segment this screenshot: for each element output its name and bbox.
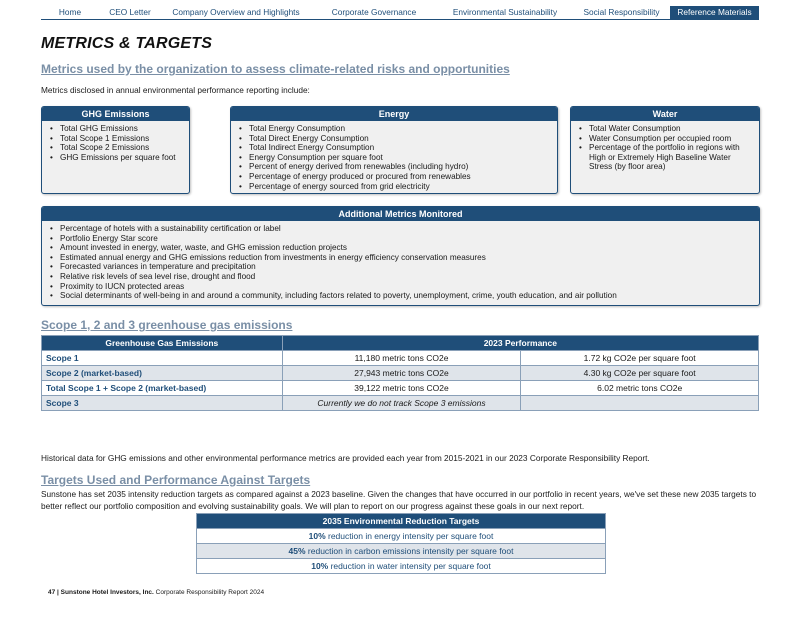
nav-home[interactable]: Home bbox=[58, 7, 82, 17]
list-item: • Percentage of energy produced or procured from renewables bbox=[239, 172, 551, 182]
target-text: reduction in energy intensity per square foot bbox=[325, 531, 494, 541]
list-item: • Total Direct Energy Consumption bbox=[239, 134, 551, 144]
nav-social-responsibility[interactable]: Social Responsibility bbox=[583, 7, 660, 17]
scope-heading: Scope 1, 2 and 3 greenhouse gas emissions bbox=[41, 318, 293, 332]
target-text: reduction in water intensity per square foot bbox=[328, 561, 491, 571]
table-row bbox=[42, 381, 759, 396]
water-box bbox=[570, 106, 760, 194]
nav-company-overview[interactable]: Company Overview and Highlights bbox=[172, 7, 300, 17]
list-item: • Total Indirect Energy Consumption bbox=[239, 143, 551, 153]
targets-heading: Targets Used and Performance Against Targets bbox=[41, 473, 311, 487]
target-text: reduction in carbon emissions intensity per square foot bbox=[305, 546, 514, 556]
footer-report: Corporate Responsibility Report 2024 bbox=[153, 589, 265, 596]
table-cell: 6.02 metric tons CO2e bbox=[521, 381, 759, 396]
ghg-box-title: GHG Emissions bbox=[42, 107, 189, 121]
table-cell bbox=[197, 529, 606, 544]
target-percent: 45% bbox=[288, 546, 306, 556]
nav-reference-materials[interactable]: Reference Materials bbox=[670, 6, 759, 20]
list-item: • Total Scope 1 Emissions bbox=[50, 134, 183, 144]
table-cell bbox=[197, 544, 606, 559]
table-cell: 1.72 kg CO2e per square foot bbox=[521, 351, 759, 366]
footer-separator: | bbox=[55, 589, 61, 596]
additional-metrics-box bbox=[41, 206, 760, 306]
list-item: • Total Energy Consumption bbox=[239, 124, 551, 134]
water-box-title: Water bbox=[571, 107, 759, 121]
list-item: • Percentage of the portfolio in regions with High or Extremely High Baseline Water Stress (by floor area) bbox=[579, 143, 753, 172]
list-item: • Total GHG Emissions bbox=[50, 124, 183, 134]
row-label: Scope 2 (market-based) bbox=[42, 366, 283, 381]
table-cell: Currently we do not track Scope 3 emissions bbox=[282, 396, 521, 411]
targets-paragraph: Sunstone has set 2035 intensity reduction targets as compared against a 2023 baseline. Given the changes that have occurred in our portfolio in recent years, we've set these new 2035 targets to better reflect our portfolio composition and evolving sustainability goals. We will plan to report on our progress against these goals in our next report. bbox=[41, 489, 757, 511]
list-item: • GHG Emissions per square foot bbox=[50, 153, 183, 163]
table-cell: 27,943 metric tons CO2e bbox=[282, 366, 521, 381]
page-footer bbox=[48, 589, 264, 596]
table-row bbox=[197, 529, 606, 544]
nav-corporate-governance[interactable]: Corporate Governance bbox=[331, 7, 417, 17]
row-label: Scope 1 bbox=[42, 351, 283, 366]
list-item: • Water Consumption per occupied room bbox=[579, 134, 753, 144]
ghg-emissions-table bbox=[41, 335, 759, 411]
top-nav bbox=[41, 6, 759, 20]
table-row bbox=[42, 396, 759, 411]
ghg-emissions-box bbox=[41, 106, 190, 194]
table-header: 2035 Environmental Reduction Targets bbox=[197, 514, 606, 529]
list-item: • Total Water Consumption bbox=[579, 124, 753, 134]
list-item: • Estimated annual energy and GHG emissions reduction from investments in energy efficiency conservation measures bbox=[50, 253, 753, 263]
list-item: • Proximity to IUCN protected areas bbox=[50, 282, 753, 292]
additional-box-list bbox=[42, 221, 759, 303]
metrics-intro: Metrics disclosed in annual environmental performance reporting include: bbox=[41, 85, 310, 95]
additional-box-title: Additional Metrics Monitored bbox=[42, 207, 759, 221]
list-item: • Percentage of hotels with a sustainability certification or label bbox=[50, 224, 753, 234]
table-row bbox=[42, 351, 759, 366]
table-cell: 4.30 kg CO2e per square foot bbox=[521, 366, 759, 381]
historical-data-note: Historical data for GHG emissions and other environmental performance metrics are provided each year from 2015-2021 in our 2023 Corporate Responsibility Report. bbox=[41, 453, 650, 463]
page-title: METRICS & TARGETS bbox=[41, 35, 213, 52]
ghg-box-list bbox=[42, 121, 189, 164]
table-header: 2023 Performance bbox=[282, 336, 758, 351]
table-row bbox=[197, 544, 606, 559]
table-row bbox=[42, 366, 759, 381]
list-item: • Percentage of energy sourced from grid electricity bbox=[239, 182, 551, 192]
list-item: • Forecasted variances in temperature and precipitation bbox=[50, 262, 753, 272]
list-item: • Relative risk levels of sea level rise, drought and flood bbox=[50, 272, 753, 282]
reduction-targets-table bbox=[196, 513, 606, 574]
energy-box bbox=[230, 106, 558, 194]
table-header: Greenhouse Gas Emissions bbox=[42, 336, 283, 351]
nav-environmental-sustainability[interactable]: Environmental Sustainability bbox=[452, 7, 558, 17]
table-cell bbox=[197, 559, 606, 574]
nav-ceo-letter[interactable]: CEO Letter bbox=[109, 7, 151, 17]
energy-box-title: Energy bbox=[231, 107, 557, 121]
target-percent: 10% bbox=[311, 561, 329, 571]
table-cell: 11,180 metric tons CO2e bbox=[282, 351, 521, 366]
footer-company: Sunstone Hotel Investors, Inc. bbox=[60, 589, 154, 596]
page-number: 47 bbox=[48, 589, 56, 596]
table-cell bbox=[521, 396, 759, 411]
list-item: • Social determinants of well-being in and around a community, including factors related to poverty, unemployment, crime, youth education, and air pollution bbox=[50, 291, 753, 301]
table-row bbox=[197, 559, 606, 574]
list-item: • Total Scope 2 Emissions bbox=[50, 143, 183, 153]
row-label: Scope 3 bbox=[42, 396, 283, 411]
list-item: • Portfolio Energy Star score bbox=[50, 234, 753, 244]
list-item: • Amount invested in energy, water, waste, and GHG emission reduction projects bbox=[50, 243, 753, 253]
water-box-list bbox=[571, 121, 759, 174]
list-item: • Percent of energy derived from renewables (including hydro) bbox=[239, 162, 551, 172]
target-percent: 10% bbox=[308, 531, 326, 541]
list-item: • Energy Consumption per square foot bbox=[239, 153, 551, 163]
row-label: Total Scope 1 + Scope 2 (market-based) bbox=[42, 381, 283, 396]
metrics-heading: Metrics used by the organization to assess climate-related risks and opportunities bbox=[41, 62, 510, 76]
table-cell: 39,122 metric tons CO2e bbox=[282, 381, 521, 396]
energy-box-list bbox=[231, 121, 557, 193]
